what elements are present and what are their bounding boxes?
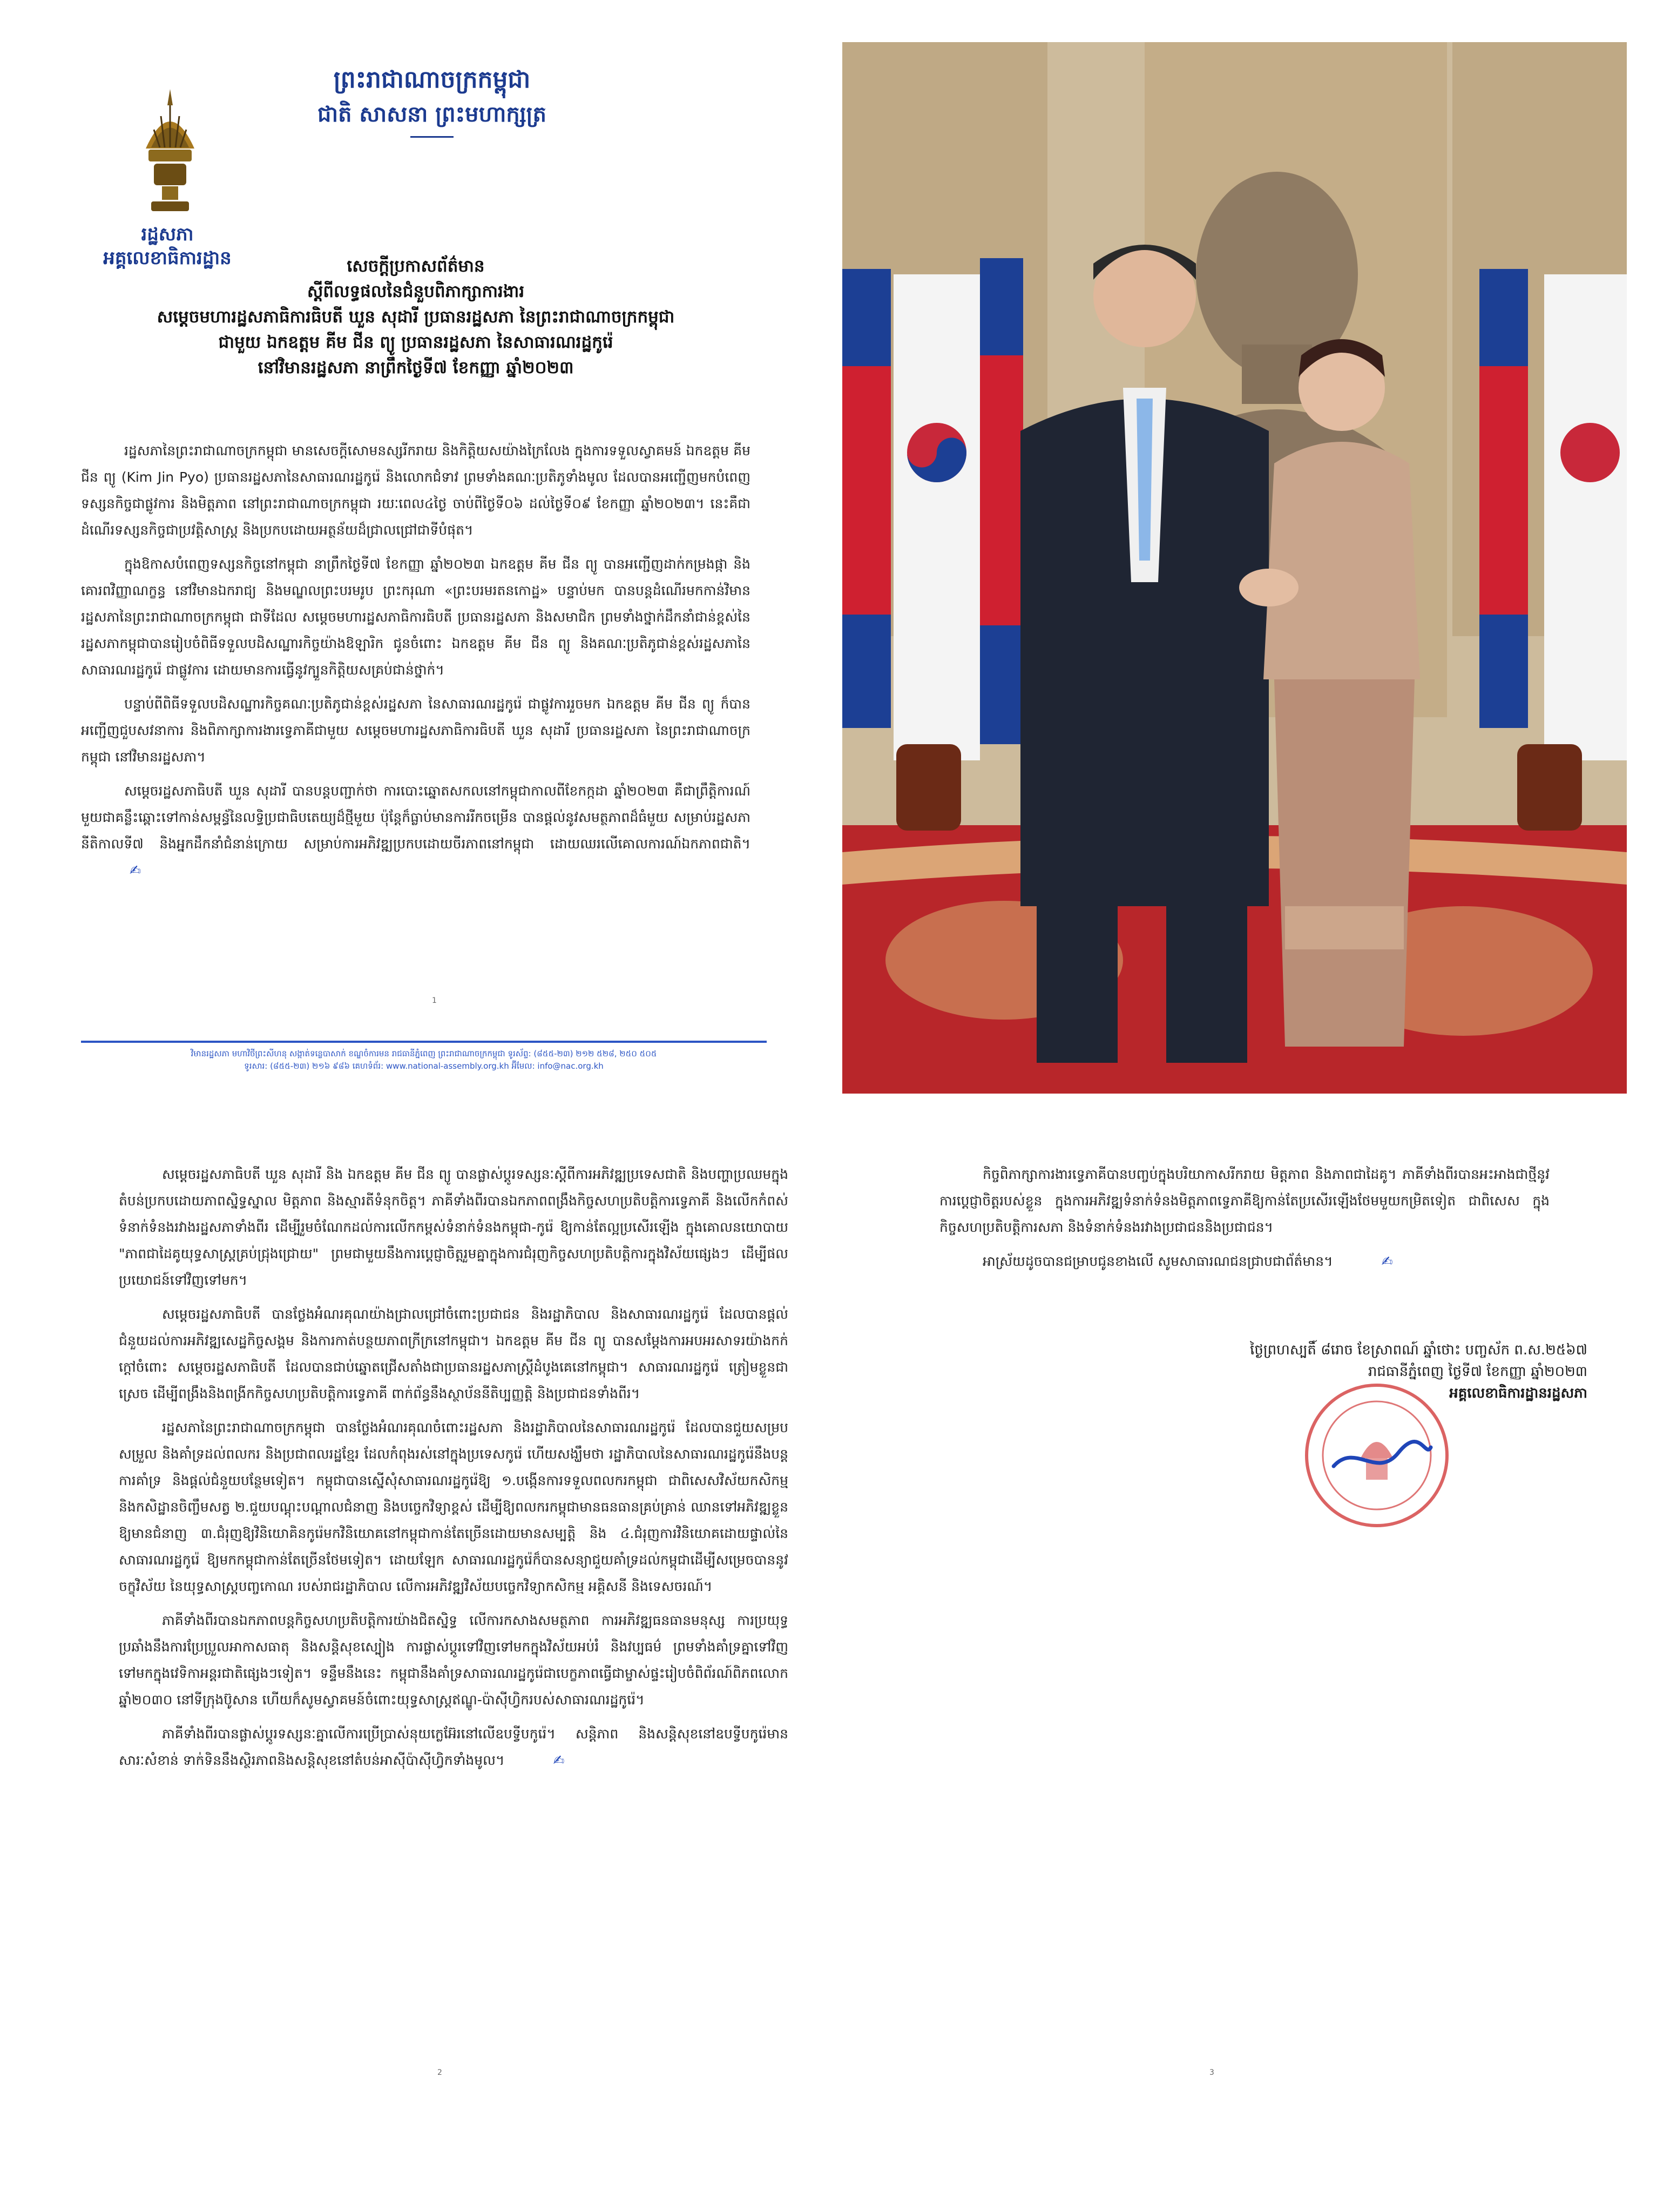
- page-number: 2: [437, 2068, 442, 2077]
- body-paragraph-text: អាស្រ័យដូចបានជម្រាបជូនខាងលើ សូមសាធារណជនជ្រាបជាព័ត៌មាន។: [983, 1253, 1333, 1269]
- kingdom-title: ព្រះរាជាណាចក្រកម្ពុជា: [333, 66, 531, 93]
- kingdom-header: [281, 64, 583, 138]
- body-paragraph: ក្នុងឱកាសបំពេញទស្សនកិច្ចនៅកម្ពុជា នាព្រឹកថ្ងៃទី៧ ខែកញ្ញា ឆ្នាំ២០២៣ ឯកឧត្តម គីម ជីន ព្យូ បានអញ្ជើញដាក់កម្រងផ្កា និងគោរពវិញ្ញាណក្ខន្ធ នៅវិមានឯករាជ្យ និងមណ្ឌលព្រះបរមរូប ព្រះករុណា «ព្រះបរមរតនកោដ្ឋ» បន្ទាប់មក បានបន្តដំណើរមកកាន់វិមានរដ្ឋសភានៃព្រះរាជាណាចក្រកម្ពុជា ជាទីដែល សម្ដេចមហារដ្ឋសភាធិការធិបតី ប្រធានរដ្ឋសភា និងសមាជិក ព្រមទាំងថ្នាក់ដឹកនាំជាន់ខ្ពស់នៃរដ្ឋសភាកម្ពុជាបានរៀបចំពិធីទទួលបដិសណ្ឋារកិច្ចយ៉ាងឱឡារិក ជូនចំពោះ ឯកឧត្តម គីម ជីន ព្យូ និងគណៈប្រតិភូជាន់ខ្ពស់រដ្ឋសភានៃសាធារណរដ្ឋកូរ៉េ ជាផ្លូវការ ដោយមានការធ្វើនូវក្បួនកិត្តិយសគ្រប់ជាន់ថ្នាក់។: [81, 556, 750, 678]
- footer-address: [108, 1048, 740, 1073]
- document-title: [76, 254, 756, 381]
- press-release-page-2: [70, 1139, 826, 2198]
- photo-illustration: [842, 42, 1627, 1094]
- title-line: សម្តេចមហារដ្ឋសភាធិការធិបតី ឃួន សុដារី ប្រធានរដ្ឋសភា នៃព្រះរាជាណាចក្រកម្ពុជា: [157, 307, 675, 327]
- handshake-photo: [842, 42, 1627, 1094]
- footer-divider: [81, 1041, 767, 1043]
- flag-stand: [1517, 744, 1582, 831]
- korea-flag: [894, 274, 980, 760]
- senate-emblem-icon: [130, 84, 211, 224]
- date-solar: រាជធានីភ្នំពេញ ថ្ងៃទី៧ ខែកញ្ញា ឆ្នាំ២០២៣: [1368, 1364, 1587, 1380]
- man-leg: [1166, 901, 1247, 1063]
- body-paragraph-text: ភាគីទាំងពីរបានផ្លាស់ប្តូរទស្សនៈគ្នាលើការប្រើប្រាស់នុយក្លេអ៊ែរនៅលើឧបទ្វីបកូរ៉េ។ សន្តិភាព និងសន្តិសុខនៅឧបទ្វីបកូរ៉េមានសារៈសំខាន់ ទាក់ទិននឹងស្ថិរភាពនិងសន្តិសុខនៅតំបន់អាស៊ីប៉ាស៊ីហ្វិកទាំងមូល។: [119, 1726, 788, 1768]
- body-paragraph: រដ្ឋសភានៃព្រះរាជាណាចក្រកម្ពុជា បានថ្លែងអំណរគុណចំពោះរដ្ឋសភា និងរដ្ឋាភិបាលនៃសាធារណរដ្ឋកូរ៉េ ដែលបានជួយសម្របសម្រួល និងគាំទ្រដល់ពលករ និងប្រជាពលរដ្ឋខ្មែរ ដែលកំពុងរស់នៅក្នុងប្រទេសកូរ៉េ ហើយសង្ឃឹមថា រដ្ឋាភិបាលនៃសាធារណរដ្ឋកូរ៉េនឹងបន្តការគាំទ្រ និងផ្តល់ជំនួយបន្ថែមទៀត។ កម្ពុជាបានស្នើសុំសាធារណរដ្ឋកូរ៉េឱ្យ ១.បង្កើនការទទួលពលករកម្ពុជា ជាពិសេសវិស័យកសិកម្ម និងកសិដ្ឋានចិញ្ចឹមសត្វ ២.ជួយបណ្ដុះបណ្ដាលជំនាញ និងបច្ចេកវិទ្យាខ្ពស់ ដើម្បីឱ្យពលករកម្ពុជាមានធនធានគ្រប់គ្រាន់ ឈានទៅអភិវឌ្ឍខ្លួនឱ្យមានជំនាញ ៣.ជំរុញឱ្យវិនិយោគិនកូរ៉េមកវិនិយោគនៅកម្ពុជាកាន់តែច្រើនដោយមានសម្បត្តិ និង ៤.ជំរុញការវិនិយោគដោយផ្ទាល់នៃសាធារណរដ្ឋកូរ៉េ ឱ្យមកកម្ពុជាកាន់តែច្រើនថែមទៀត។ ដោយឡែក សាធារណរដ្ឋកូរ៉េក៏បានសន្យាជួយគាំទ្រដល់កម្ពុជាដើម្បីសម្រេចបាននូវចក្ខុវិស័យ នៃយុទ្ធសាស្ត្របញ្ចកោណ របស់រាជរដ្ឋាភិបាល លើការអភិវឌ្ឍវិស័យបច្ចេកវិទ្យាកសិកម្ម អគ្គិសនី និងទេសចរណ៍។: [119, 1420, 788, 1594]
- cambodia-flag-red: [842, 366, 891, 615]
- body-paragraph: បន្ទាប់ពីពិធីទទួលបដិសណ្ឋារកិច្ចគណៈប្រតិភូជាន់ខ្ពស់រដ្ឋសភា នៃសាធារណរដ្ឋកូរ៉េ ជាផ្លូវការរួចមក ឯកឧត្តម គីម ជីន ព្យូ ក៏បានអញ្ជើញជួបសវនាការ និងពិភាក្សាការងារទ្វេភាគីជាមួយ សម្ដេចមហារដ្ឋសភាធិការធិបតី ឃួន សុដារី ប្រធានរដ្ឋសភា នៃព្រះរាជាណាចក្រកម្ពុជា នៅវិមានរដ្ឋសភា។: [81, 696, 750, 765]
- body-paragraph: កិច្ចពិភាក្សាការងារទ្វេភាគីបានបញ្ចប់ក្នុងបរិយាកាសរីករាយ មិត្តភាព និងភាពជាដៃគូ។ ភាគីទាំងពីរបានអះអាងជាថ្មីនូវការប្តេជ្ញាចិត្តរបស់ខ្លួន ក្នុងការអភិវឌ្ឍទំនាក់ទំនងមិត្តភាពទ្វេភាគីឱ្យកាន់តែប្រសើរឡើងថែមមួយកម្រិតទៀត ជាពិសេស ក្នុងកិច្ចសហប្រតិបត្តិការសភា និងទំនាក់ទំនងរវាងប្រជាជននិងប្រជាជន។: [939, 1166, 1550, 1235]
- body-paragraph: [81, 778, 750, 884]
- initials-mark: ✍: [130, 862, 141, 878]
- korea-flag: [1544, 274, 1627, 760]
- footer-line: ទូរសារ: (៨៥៥-២៣) ២១៦ ៩៨៦ គេហទំព័រ: www.national-assembly.org.kh អ៊ីមែល: info@nac.org.kh: [244, 1061, 604, 1071]
- signatory: អគ្គលេខាធិការដ្ឋានរដ្ឋសភា: [1449, 1385, 1587, 1401]
- body-paragraph: រដ្ឋសភានៃព្រះរាជាណាចក្រកម្ពុជា មានសេចក្ដីសោមនស្សរីករាយ និងកិត្តិយសយ៉ាងក្រៃលែង ក្នុងការទទួលស្វាគមន៍ ឯកឧត្តម គីម ជីន ព្យូ (Kim Jin Pyo) ប្រធានរដ្ឋសភានៃសាធារណរដ្ឋកូរ៉េ និងលោកជំទាវ ព្រមទាំងគណៈប្រតិភូទាំងមូល ដែលបានអញ្ជើញមកបំពេញទស្សនកិច្ចជាផ្លូវការ និងមិត្តភាព នៅព្រះរាជាណាចក្រកម្ពុជា រយៈពេល៤ថ្ងៃ ចាប់ពីថ្ងៃទី០៦ ដល់ថ្ងៃទី០៩ ខែកញ្ញា ឆ្នាំ២០២៣។ នេះគឺជាដំណើរទស្សនកិច្ចជាប្រវត្តិសាស្ត្រ និងប្រកបដោយអត្ថន័យដ៏ជ្រាលជ្រៅជាទីបំផុត។: [81, 443, 750, 538]
- page-number: 1: [432, 996, 437, 1005]
- official-seal-icon: [1296, 1377, 1458, 1534]
- date-lunar: ថ្ងៃព្រហស្បតិ៍ ៨រោច ខែស្រាពណ៍ ឆ្នាំថោះ បញ្ចស័ក ព.ស.២៥៦៧: [1250, 1342, 1587, 1358]
- title-line: នៅវិមានរដ្ឋសភា នាព្រឹកថ្ងៃទី៧ ខែកញ្ញា ឆ្នាំ២០២៣: [258, 358, 574, 377]
- body-paragraph: សម្ដេចរដ្ឋសភាធិបតី ឃួន សុដារី និង ឯកឧត្តម គីម ជីន ព្យូ បានផ្លាស់ប្ដូរទស្សនៈស្ដីពីការអភិវឌ្ឍប្រទេសជាតិ និងបញ្ហាប្រឈមក្នុងតំបន់ប្រកបដោយភាពស្និទ្ធស្នាល មិត្តភាព និងស្មារតីទំនុកចិត្ត។ ភាគីទាំងពីរបានឯកភាពពង្រឹងកិច្ចសហប្រតិបត្តិការទ្វេភាគី និងលើកកំពស់ទំនាក់ទំនងរវាងរដ្ឋសភាទាំងពីរ ដើម្បីរួមចំណែកដល់ការលើកកម្ពស់ទំនាក់ទំនងកម្ពុជា-កូរ៉េ ឱ្យកាន់តែល្អប្រសើរឡើង ក្នុងគោលនយោបាយ "ភាពជាដៃគូយុទ្ធសាស្ត្រគ្រប់ជ្រុងជ្រោយ" ព្រមជាមួយនឹងការប្តេជ្ញាចិត្តរួមគ្នាក្នុងការជំរុញកិច្ចសហប្រតិបត្តិការក្នុងវិស័យផ្សេងៗ ដើម្បីផលប្រយោជន៍ទៅវិញទៅមក។: [119, 1166, 788, 1288]
- title-line: ស្តីពីលទ្ធផលនៃជំនួបពិភាក្សាការងារ: [307, 282, 525, 301]
- page1-body: [81, 437, 750, 891]
- body-paragraph-text: សម្ដេចរដ្ឋសភាធិបតី ឃួន សុដារី បានបន្តបញ្ជាក់ថា ការបោះឆ្នោតសកលនៅកម្ពុជាកាលពីខែកក្កដា ឆ្នាំ២០២៣ គឺជាព្រឹត្តិការណ៍មួយជាគន្លឹះឆ្ពោះទៅកាន់សម្ពន្ធ័នៃលទ្ធិប្រជាធិបតេយ្យដ៏ថ្មីមួយ ប៉ុន្តែក៏ធ្លាប់មានការរីកចម្រើន បានផ្តល់នូវសមត្ថភាពដ៏ធំមួយ សម្រាប់រដ្ឋសភានីតិកាលទី៧ និងអ្នកដឹកនាំជំនាន់ក្រោយ សម្រាប់ការអភិវឌ្ឍប្រកបដោយចីរភាពនៅកម្ពុជា ដោយឈរលើគោលការណ៍ឯកភាពជាតិ។: [81, 783, 750, 852]
- institution-label: រដ្ឋសភា: [141, 224, 194, 245]
- cambodia-flag-red: [1479, 366, 1528, 615]
- body-paragraph: សម្ដេចរដ្ឋសភាធិបតី បានថ្លែងអំណរគុណយ៉ាងជ្រាលជ្រៅចំពោះប្រជាជន និងរដ្ឋាភិបាល និងសាធារណរដ្ឋកូរ៉េ ដែលបានផ្ដល់ជំនួយដល់ការអភិវឌ្ឍសេដ្ឋកិច្ចសង្គម និងការកាត់បន្ថយភាពក្រីក្រនៅកម្ពុជា។ ឯកឧត្តម គីម ជីន ព្យូ បានសម្ដែងការអបអរសាទរយ៉ាងកក់ក្ដៅចំពោះ សម្ដេចរដ្ឋសភាធិបតី ដែលបានជាប់ឆ្នោតជ្រើសតាំងជាប្រធានរដ្ឋសភាស្ត្រីដំបូងគេនៅកម្ពុជា។ សាធារណរដ្ឋកូរ៉េ ត្រៀមខ្លួនជាស្រេច ដើម្បីពង្រឹងនិងពង្រីកកិច្ចសហប្រតិបត្តិការទ្វេភាគី ពាក់ព័ន្ធនឹងស្ថាប័ននីតិប្បញ្ញត្តិ និងប្រជាជនទាំងពីរ។: [119, 1306, 788, 1401]
- title-line: ជាមួយ ឯកឧត្តម គីម ជីន ព្យូ ប្រធានរដ្ឋសភា នៃសាធារណរដ្ឋកូរ៉េ: [218, 333, 613, 352]
- woman-skirt: [1274, 679, 1415, 1047]
- header-divider: [410, 136, 454, 138]
- title-line: សេចក្ដីប្រកាសព័ត៌មាន: [347, 257, 485, 276]
- flag-stand: [896, 744, 961, 831]
- body-paragraph: ភាគីទាំងពីរបានឯកភាពបន្តកិច្ចសហប្រតិបត្តិការយ៉ាងជិតស្និទ្ធ លើការកសាងសមត្ថភាព ការអភិវឌ្ឍធនធានមនុស្ស ការប្រយុទ្ធប្រឆាំងនឹងការប្រែប្រួលអាកាសធាតុ និងសន្តិសុខស្បៀង ការផ្លាស់ប្តូរទៅវិញទៅមកក្នុងវិស័យអប់រំ និងវប្បធម៌ ព្រមទាំងគាំទ្រគ្នាទៅវិញទៅមកក្នុងវេទិកាអន្តរជាតិផ្សេងៗទៀត។ ទន្ទឹមនឹងនេះ កម្ពុជានឹងគាំទ្រសាធារណរដ្ឋកូរ៉េជាបេក្ខភាពធ្វើជាម្ចាស់ផ្ទះរៀបចំពិព័រណ៍ពិភពលោកឆ្នាំ២០៣០ នៅទីក្រុងប៊ូសាន ហើយក៏សូមស្វាគមន៍ចំពោះយុទ្ធសាស្ត្រឥណ្ឌូ-ប៉ាស៊ីហ្វិករបស់សាធារណរដ្ឋកូរ៉េ។: [119, 1613, 788, 1708]
- man-leg: [1037, 901, 1118, 1063]
- korea-taegeuk: [1560, 423, 1620, 482]
- handshake: [1239, 569, 1299, 606]
- initials-mark: ✍: [1381, 1253, 1393, 1269]
- page3-body: [939, 1161, 1550, 1282]
- department-label: អគ្គលេខាធិការដ្ឋាន: [103, 247, 232, 269]
- body-paragraph: [939, 1248, 1550, 1274]
- page-number: 3: [1209, 2068, 1214, 2077]
- cambodia-flag-red: [980, 355, 1023, 625]
- kingdom-motto: ជាតិ សាសនា ព្រះមហាក្សត្រ: [317, 102, 546, 127]
- press-release-page-3: [907, 1139, 1609, 2198]
- press-release-page-1: [0, 0, 831, 1102]
- footer-line: វិមានរដ្ឋសភា មហាវិថីព្រះសីហនុ សង្កាត់ទន្លេបាសាក់ ខណ្ឌចំការមន រាជធានីភ្នំពេញ ព្រះរាជាណាចក្រកម្ពុជា ទូរស័ព្ទ: (៨៥៥-២៣) ២១២ ៥២៨, ២៥០ ៥០៥: [191, 1049, 657, 1058]
- skirt-pattern: [1285, 906, 1404, 949]
- woman-blouse: [1263, 442, 1420, 679]
- body-paragraph: [119, 1721, 788, 1773]
- man-tie: [1137, 399, 1153, 561]
- initials-mark: ✍: [553, 1752, 565, 1768]
- page2-body: [119, 1161, 788, 1781]
